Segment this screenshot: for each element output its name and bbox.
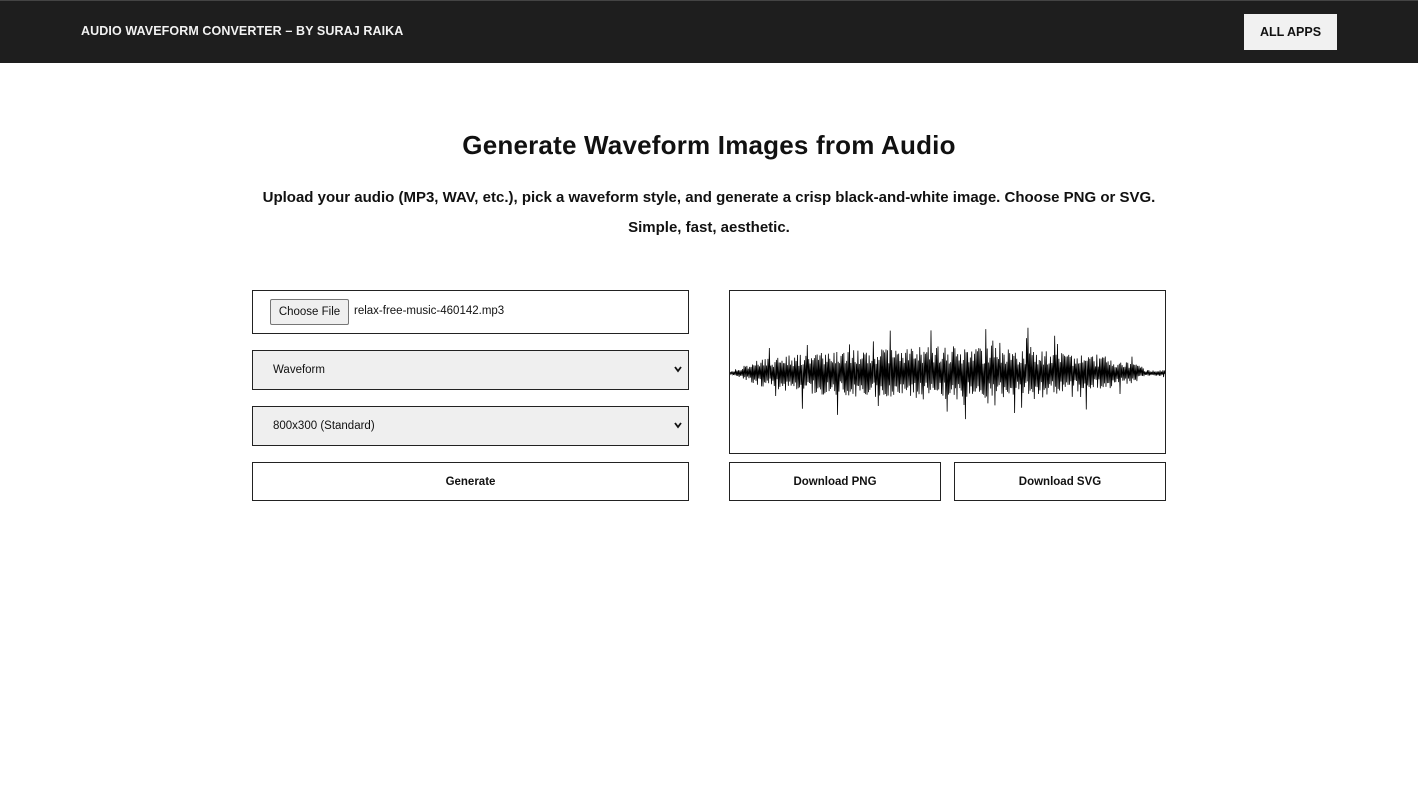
page-description: Upload your audio (MP3, WAV, etc.), pick a waveform style, and generate a crisp black-and-white image. Choose PNG or SVG. Simple, fast, aesthetic. xyxy=(262,189,1156,236)
all-apps-button[interactable]: ALL APPS xyxy=(1244,14,1337,50)
page-title: Generate Waveform Images from Audio xyxy=(462,130,956,160)
waveform-image xyxy=(730,291,1165,453)
waveform-style-value: Waveform xyxy=(273,364,325,376)
chevron-down-icon xyxy=(673,420,683,430)
app-title: AUDIO WAVEFORM CONVERTER – BY SURAJ RAIKA xyxy=(81,24,404,38)
image-size-select[interactable] xyxy=(252,406,689,446)
image-size-value: 800x300 (Standard) xyxy=(273,420,375,432)
chevron-down-icon xyxy=(673,364,683,374)
waveform-style-select[interactable] xyxy=(252,350,689,390)
top-bar xyxy=(0,0,1418,63)
choose-file-button[interactable]: Choose File xyxy=(270,299,349,325)
download-svg-button[interactable]: Download SVG xyxy=(954,462,1166,501)
generate-button[interactable]: Generate xyxy=(252,462,689,501)
selected-file-name: relax-free-music-460142.mp3 xyxy=(354,305,505,317)
download-png-button[interactable]: Download PNG xyxy=(729,462,941,501)
waveform-preview xyxy=(729,290,1166,454)
waveform-line xyxy=(730,328,1165,419)
file-input[interactable] xyxy=(252,290,689,334)
